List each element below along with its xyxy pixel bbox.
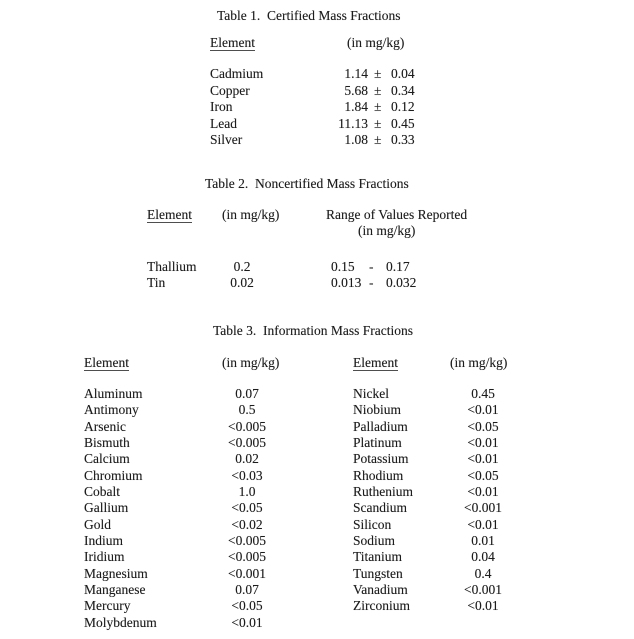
range-low-value: 0.013 <box>331 275 362 290</box>
element-name: Magnesium <box>84 566 148 581</box>
mass-fraction-value: <0.01 <box>467 517 499 532</box>
table2-header-range-line2: (in mg/kg) <box>358 223 416 238</box>
element-name: Palladium <box>353 419 408 434</box>
element-name: Zirconium <box>353 598 410 613</box>
mass-fraction-value: <0.005 <box>228 549 266 564</box>
uncertainty-value: 0.04 <box>391 66 415 81</box>
element-name: Vanadium <box>353 582 408 597</box>
table3-row <box>0 582 634 599</box>
element-name: Rhodium <box>353 468 404 483</box>
table3-row <box>0 468 634 485</box>
mass-fraction-value: <0.005 <box>228 435 266 450</box>
range-dash: - <box>369 259 374 274</box>
element-name: Gold <box>84 517 111 532</box>
table1-row <box>0 66 634 83</box>
element-name: Iridium <box>84 549 125 564</box>
table1-header-units: (in mg/kg) <box>347 35 405 50</box>
plus-minus-sign: ± <box>374 132 382 147</box>
element-name: Titanium <box>353 549 403 564</box>
table3-row <box>0 549 634 566</box>
mass-fraction-value: <0.05 <box>231 598 263 613</box>
mass-fraction-value: 0.5 <box>238 402 256 417</box>
table3-row <box>0 500 634 517</box>
element-name: Chromium <box>84 468 143 483</box>
table3-header-units-left: (in mg/kg) <box>222 355 280 370</box>
table2-header-element: Element <box>147 207 192 222</box>
table3-row <box>0 533 634 550</box>
element-name: Sodium <box>353 533 396 548</box>
plus-minus-sign: ± <box>374 99 382 114</box>
range-low-value: 0.15 <box>331 259 355 274</box>
element-name: Cobalt <box>84 484 120 499</box>
table1-row <box>0 116 634 133</box>
range-dash: - <box>369 275 374 290</box>
mass-fraction-value: <0.01 <box>467 402 499 417</box>
range-high-value: 0.17 <box>386 259 410 274</box>
table1-row <box>0 99 634 116</box>
element-name: Silicon <box>353 517 392 532</box>
mass-fraction-value: 0.04 <box>471 549 495 564</box>
mass-fraction-value: 0.07 <box>235 582 259 597</box>
mass-fraction-value: <0.03 <box>231 468 263 483</box>
table2-title: Table 2. Noncertified Mass Fractions <box>205 176 409 191</box>
table3-row <box>0 615 634 632</box>
table3-header-element-right: Element <box>353 355 398 370</box>
mass-fraction-value: 11.13 <box>338 116 368 131</box>
table3-row <box>0 435 634 452</box>
mass-fraction-value: 0.07 <box>235 386 259 401</box>
table1-title: Table 1. Certified Mass Fractions <box>217 8 401 23</box>
element-name: Arsenic <box>84 419 126 434</box>
uncertainty-value: 0.45 <box>391 116 415 131</box>
mass-fraction-value: <0.005 <box>228 533 266 548</box>
element-name: Scandium <box>353 500 407 515</box>
table2-header-units: (in mg/kg) <box>222 207 280 222</box>
table2-header-range-line1: Range of Values Reported <box>326 207 468 222</box>
mass-fraction-value: <0.001 <box>464 500 502 515</box>
table3-row <box>0 419 634 436</box>
mass-fraction-value: <0.05 <box>467 419 499 434</box>
element-name: Manganese <box>84 582 146 597</box>
uncertainty-value: 0.33 <box>391 132 415 147</box>
element-name: Copper <box>210 83 250 98</box>
mass-fraction-value: 0.2 <box>233 259 251 274</box>
table3-row <box>0 517 634 534</box>
plus-minus-sign: ± <box>374 66 382 81</box>
table3-row <box>0 484 634 501</box>
mass-fraction-value: <0.001 <box>228 566 266 581</box>
mass-fraction-value: <0.02 <box>231 517 263 532</box>
mass-fraction-value: <0.001 <box>464 582 502 597</box>
table2-row <box>0 259 634 276</box>
table3-header-element-left: Element <box>84 355 129 370</box>
element-name: Ruthenium <box>353 484 413 499</box>
element-name: Platinum <box>353 435 402 450</box>
element-name: Calcium <box>84 451 130 466</box>
table1-row <box>0 83 634 100</box>
table3-header-units-right: (in mg/kg) <box>450 355 508 370</box>
uncertainty-value: 0.34 <box>391 83 415 98</box>
mass-fraction-value: 1.14 <box>344 66 368 81</box>
element-name: Bismuth <box>84 435 130 450</box>
element-name: Cadmium <box>210 66 264 81</box>
mass-fraction-value: 1.84 <box>344 99 368 114</box>
table3-row <box>0 566 634 583</box>
mass-fraction-value: <0.01 <box>467 484 499 499</box>
mass-fraction-value: <0.05 <box>467 468 499 483</box>
mass-fraction-value: 0.4 <box>474 566 492 581</box>
range-high-value: 0.032 <box>386 275 417 290</box>
mass-fraction-value: <0.01 <box>467 451 499 466</box>
element-name: Thallium <box>147 259 197 274</box>
plus-minus-sign: ± <box>374 116 382 131</box>
table2-row <box>0 275 634 292</box>
mass-fraction-value: 1.08 <box>344 132 368 147</box>
mass-fraction-value: <0.01 <box>467 435 499 450</box>
element-name: Lead <box>210 116 237 131</box>
mass-fraction-value: <0.05 <box>231 500 263 515</box>
mass-fraction-value: 0.02 <box>235 451 259 466</box>
element-name: Potassium <box>353 451 409 466</box>
mass-fraction-value: 0.45 <box>471 386 495 401</box>
uncertainty-value: 0.12 <box>391 99 415 114</box>
element-name: Molybdenum <box>84 615 157 630</box>
mass-fraction-value: 0.01 <box>471 533 495 548</box>
element-name: Silver <box>210 132 243 147</box>
plus-minus-sign: ± <box>374 83 382 98</box>
element-name: Aluminum <box>84 386 143 401</box>
table3-row <box>0 598 634 615</box>
element-name: Iron <box>210 99 233 114</box>
mass-fraction-value: <0.01 <box>231 615 263 630</box>
mass-fraction-value: 0.02 <box>230 275 254 290</box>
element-name: Mercury <box>84 598 131 613</box>
table3-row <box>0 451 634 468</box>
element-name: Niobium <box>353 402 402 417</box>
element-name: Tungsten <box>353 566 403 581</box>
mass-fraction-value: 5.68 <box>344 83 368 98</box>
mass-fraction-value: <0.005 <box>228 419 266 434</box>
element-name: Tin <box>147 275 166 290</box>
element-name: Gallium <box>84 500 129 515</box>
table1-header-element: Element <box>210 35 255 50</box>
table3-title: Table 3. Information Mass Fractions <box>213 323 414 338</box>
element-name: Indium <box>84 533 123 548</box>
element-name: Antimony <box>84 402 139 417</box>
table3-row <box>0 402 634 419</box>
table3-row <box>0 386 634 403</box>
mass-fraction-value: <0.01 <box>467 598 499 613</box>
element-name: Nickel <box>353 386 389 401</box>
mass-fraction-value: 1.0 <box>238 484 256 499</box>
table1-row <box>0 132 634 149</box>
